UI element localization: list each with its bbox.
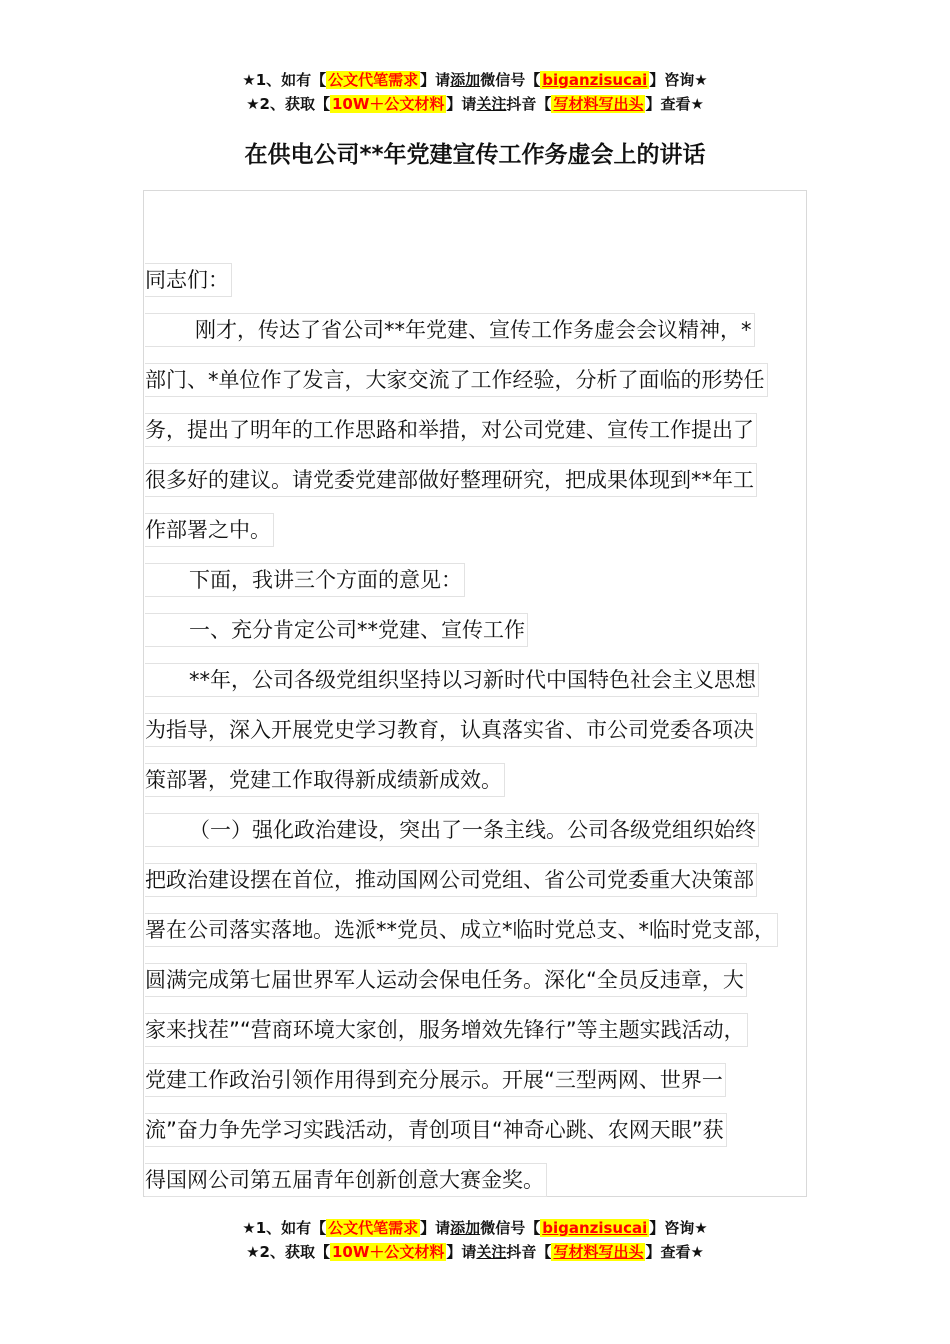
section-heading: 一、充分肯定公司**党建、宣传工作	[145, 604, 805, 654]
promo-highlight: 公文代笔需求	[328, 71, 419, 89]
text-line: 作部署之中。	[145, 504, 805, 554]
star-icon: ★	[242, 1219, 256, 1237]
text-line: 下面，我讲三个方面的意见：	[145, 554, 805, 604]
text-line: 为指导，深入开展党史学习教育，认真落实省、市公司党委各项决	[145, 704, 805, 754]
promo-header	[0, 68, 950, 116]
promo-highlight: 10W＋公文材料	[331, 1243, 445, 1261]
text-line: 家来找茬”“营商环境大家创，服务增效先锋行”等主题实践活动，	[145, 1004, 805, 1054]
promo-douyin-id: 写材料写出头	[553, 1243, 644, 1261]
text-line: 务，提出了明年的工作思路和举措，对公司党建、宣传工作提出了	[145, 404, 805, 454]
star-icon: ★	[694, 71, 708, 89]
text-line: 策部署，党建工作取得新成绩新成效。	[145, 754, 805, 804]
document-body	[145, 254, 805, 1204]
star-icon: ★	[246, 95, 260, 113]
star-icon: ★	[694, 1219, 708, 1237]
text-line: 流”奋力争先学习实践活动，青创项目“神奇心跳、农网天眼”获	[145, 1104, 805, 1154]
text-line: 党建工作政治引领作用得到充分展示。开展“三型两网、世界一	[145, 1054, 805, 1104]
text-line: 署在公司落实落地。选派**党员、成立*临时党总支、*临时党支部，	[145, 904, 805, 954]
text-line: 得国网公司第五届青年创新创意大赛金奖。	[145, 1154, 805, 1204]
promo-highlight: 10W＋公文材料	[331, 95, 445, 113]
star-icon: ★	[246, 1243, 260, 1261]
star-icon: ★	[690, 95, 704, 113]
text-line: 部门、*单位作了发言，大家交流了工作经验，分析了面临的形势任	[145, 354, 805, 404]
text-line: 同志们：	[145, 254, 805, 304]
promo-wechat-id: biganzisucai	[542, 1219, 648, 1237]
text-line: 很多好的建议。请党委党建部做好整理研究，把成果体现到**年工	[145, 454, 805, 504]
promo-line-1: ★1、如有【 公文代笔需求 】请添加微信号【 biganzisucai 】咨询★	[242, 1219, 708, 1237]
promo-douyin-id: 写材料写出头	[553, 95, 644, 113]
promo-wechat-id: biganzisucai	[542, 71, 648, 89]
promo-footer	[0, 1216, 950, 1264]
text-line: 把政治建设摆在首位，推动国网公司党组、省公司党委重大决策部	[145, 854, 805, 904]
star-icon: ★	[242, 71, 256, 89]
text-line: （一）强化政治建设，突出了一条主线。公司各级党组织始终	[145, 804, 805, 854]
promo-line-2: ★2、获取【 10W＋公文材料 】请关注抖音【 写材料写出头 】查看★	[246, 95, 704, 113]
text-line: **年，公司各级党组织坚持以习新时代中国特色社会主义思想	[145, 654, 805, 704]
text-line: 刚才，传达了省公司**年党建、宣传工作务虚会会议精神，*	[145, 304, 805, 354]
star-icon: ★	[690, 1243, 704, 1261]
page-title: 在供电公司**年党建宣传工作务虚会上的讲话	[244, 142, 706, 168]
text-line: 圆满完成第七届世界军人运动会保电任务。深化“全员反违章，大	[145, 954, 805, 1004]
promo-highlight: 公文代笔需求	[328, 1219, 419, 1237]
promo-line-2: ★2、获取【 10W＋公文材料 】请关注抖音【 写材料写出头 】查看★	[246, 1243, 704, 1261]
promo-line-1: ★1、如有【 公文代笔需求 】请添加微信号【 biganzisucai 】咨询★	[242, 71, 708, 89]
